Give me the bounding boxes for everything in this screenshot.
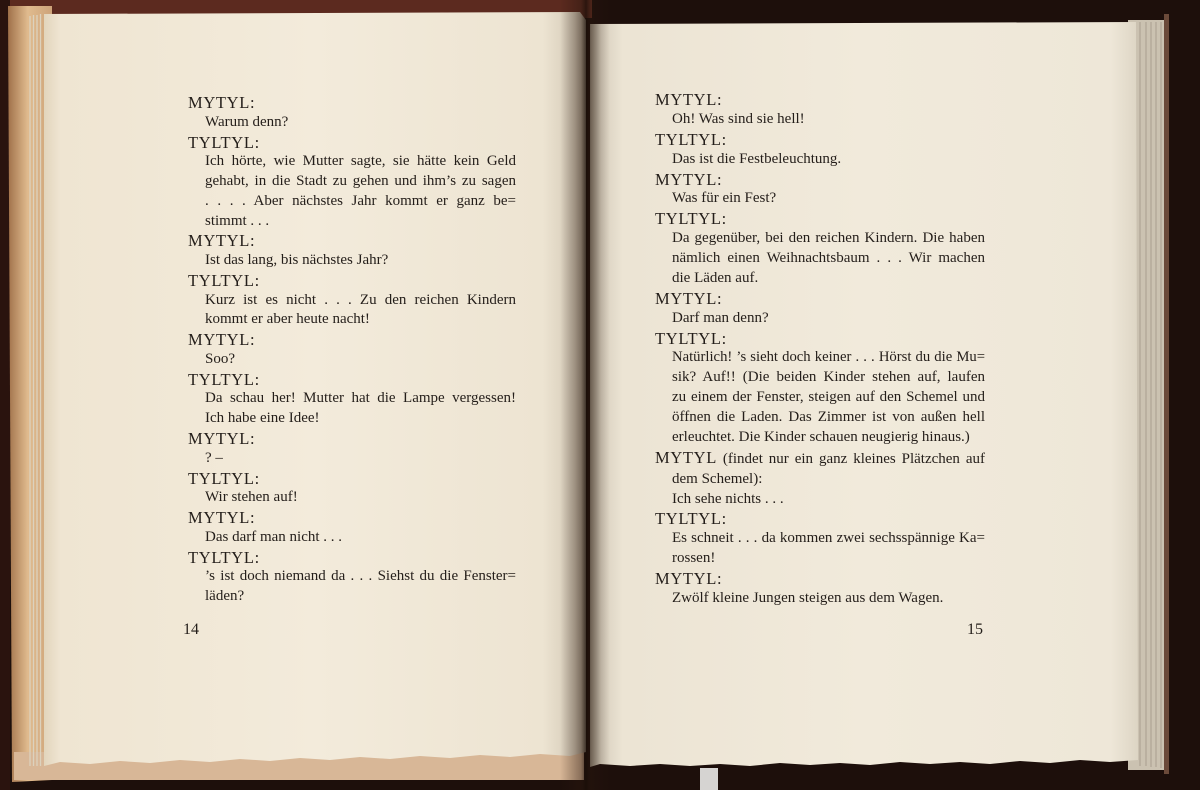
dialogue-line: Das darf man nicht . . . — [205, 528, 343, 545]
dialogue-line: Ist das lang, bis nächstes Jahr? — [205, 252, 389, 269]
gutter-shadow — [560, 0, 610, 790]
dialogue-line: ’s ist doch niemand da . . . Siehst du die Fenster= — [205, 568, 516, 585]
dialogue-line: Kurz ist es nicht . . . Zu den reichen Kindern — [205, 291, 516, 308]
speaker-name: MYTYL: — [655, 569, 723, 588]
dialogue-line: Warum denn? — [205, 113, 289, 130]
speaker-name: MYTYL — [655, 447, 717, 467]
dialogue-line: Da gegenüber, bei den reichen Kindern. Die haben — [672, 230, 985, 247]
speaker-name: TYLTYL: — [655, 129, 727, 149]
speaker-name: MYTYL: — [655, 288, 723, 308]
dialogue-line: Ich sehe nichts . . . — [672, 490, 784, 507]
speaker-name: TYLTYL: — [188, 547, 260, 567]
speaker-name: TYLTYL: — [188, 132, 260, 152]
dialogue-line: öffnen die Laden. Das Zimmer ist von außen hell — [672, 409, 985, 425]
speaker-name: MYTYL: — [655, 169, 723, 189]
dialogue-line: sik? Auf!! (Die beiden Kinder stehen auf, laufen — [672, 369, 985, 386]
dialogue-line: Darf man denn? — [672, 309, 769, 326]
right-page-text — [655, 90, 985, 609]
speaker-name: TYLTYL: — [188, 468, 260, 488]
stage-direction-line: dem Schemel): — [672, 470, 763, 487]
dialogue-line: zu einem der Fenster, steigen auf den Schemel und — [672, 389, 985, 406]
speaker-line-with-direction — [655, 448, 985, 470]
dialogue-line: Was für ein Fest? — [672, 190, 777, 207]
speaker-name: MYTYL: — [188, 508, 256, 528]
dialogue-line: Soo? — [205, 350, 235, 367]
dialogue-line: Das ist die Festbeleuchtung. — [672, 150, 842, 167]
speaker-name: MYTYL: — [188, 330, 256, 350]
dialogue-line: Es schneit . . . da kommen zwei sechsspännige Ka= — [672, 530, 985, 547]
stage-direction: (findet nur ein ganz kleines Plätzchen auf — [722, 450, 985, 467]
dialogue-line: erleuchtet. Die Kinder schauen neugierig hinaus.) — [672, 428, 970, 445]
dialogue-line: stimmt . . . — [205, 212, 270, 229]
dialogue-line: Ich habe eine Idee! — [205, 410, 320, 427]
speaker-name: TYLTYL: — [655, 328, 727, 348]
dialogue-line: die Läden auf. — [672, 269, 759, 286]
dialogue-line: rossen! — [672, 550, 716, 567]
dialogue-line: Da schau her! Mutter hat die Lampe vergessen! — [205, 390, 516, 407]
dialogue-line: kommt er aber heute nacht! — [205, 311, 370, 328]
page-number: 15 — [967, 621, 983, 638]
speaker-name: MYTYL: — [188, 429, 256, 449]
dialogue-line: Wir stehen auf! — [205, 489, 298, 506]
headband — [700, 768, 718, 790]
dialogue-line: Oh! Was sind sie hell! — [672, 110, 805, 127]
speaker-name: TYLTYL: — [655, 209, 727, 229]
dialogue-line: nämlich einen Weihnachtsbaum . . . Wir machen — [672, 250, 985, 266]
speaker-name: MYTYL: — [188, 93, 256, 112]
dialogue-line: Ich hörte, wie Mutter sagte, sie hätte kein Geld — [205, 153, 516, 170]
speaker-name: MYTYL: — [188, 231, 256, 251]
dialogue-line: ? – — [205, 449, 223, 466]
dialogue-line: Zwölf kleine Jungen steigen aus dem Wagen. — [672, 589, 944, 606]
dialogue-line: . . . . Aber nächstes Jahr kommt er ganz be= — [205, 192, 516, 209]
dialogue-line: gehabt, in die Stadt zu gehen und ihm’s zu sagen — [205, 173, 516, 190]
dialogue-line: Natürlich! ’s sieht doch keiner . . . Hörst du die Mu= — [672, 349, 985, 366]
speaker-name: TYLTYL: — [188, 270, 260, 290]
speaker-name: TYLTYL: — [655, 509, 727, 529]
left-page-text — [188, 93, 516, 607]
speaker-name: TYLTYL: — [188, 369, 260, 389]
speaker-name: MYTYL: — [655, 90, 723, 109]
dialogue-line: läden? — [205, 588, 245, 605]
page-number: 14 — [183, 621, 199, 638]
